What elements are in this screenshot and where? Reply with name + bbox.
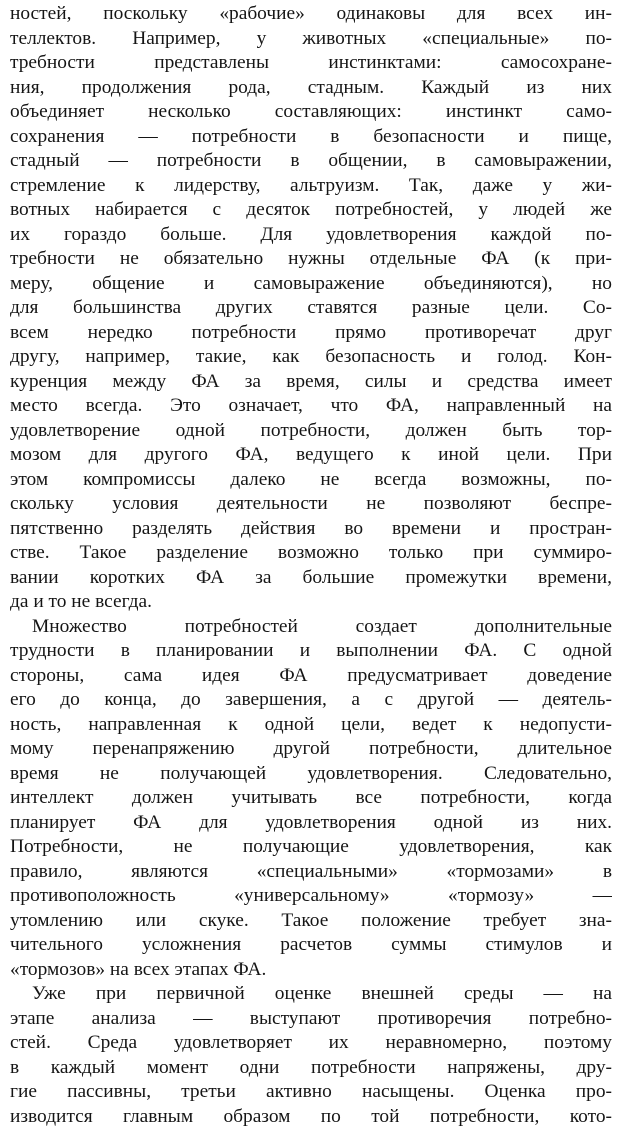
text-line: трудности в планировании и выполнении ФА. С одной	[10, 639, 612, 664]
text-line: мому перенапряжению другой потребности, длительное	[10, 737, 612, 762]
text-line: изводится главным образом по той потребности, кото-	[10, 1105, 612, 1129]
paragraph-2	[10, 615, 612, 983]
paragraph-3	[10, 982, 612, 1129]
text-line: теллектов. Например, у животных «специальные» по-	[10, 27, 612, 52]
text-line: время не получающей удовлетворения. Следовательно,	[10, 762, 612, 787]
text-line: «тормозов» на всех этапах ФА.	[10, 958, 612, 983]
text-line: Уже при первичной оценке внешней среды — на	[10, 982, 612, 1007]
text-line: вании коротких ФА за большие промежутки времени,	[10, 566, 612, 591]
text-line: куренция между ФА за время, силы и средства имеет	[10, 370, 612, 395]
text-line: ностей, поскольку «рабочие» одинаковы для всех ин-	[10, 2, 612, 27]
text-line: меру, общение и самовыражение объединяются), но	[10, 272, 612, 297]
text-line: для большинства других ставятся разные цели. Со-	[10, 296, 612, 321]
text-line: этом компромиссы далеко не всегда возможны, по-	[10, 468, 612, 493]
text-line: вотных набирается с десяток потребностей, у людей же	[10, 198, 612, 223]
text-line: всем нередко потребности прямо противоречат друг	[10, 321, 612, 346]
text-line: объединяет несколько составляющих: инстинкт само-	[10, 100, 612, 125]
text-line: стороны, сама идея ФА предусматривает доведение	[10, 664, 612, 689]
text-line: да и то не всегда.	[10, 590, 612, 615]
paragraph-1	[10, 2, 612, 615]
text-line: планирует ФА для удовлетворения одной из них.	[10, 811, 612, 836]
text-line: ния, продолжения рода, стадным. Каждый из них	[10, 76, 612, 101]
text-line: этапе анализа — выступают противоречия потребно-	[10, 1007, 612, 1032]
text-line: стадный — потребности в общении, в самовыражении,	[10, 149, 612, 174]
text-line: их гораздо больше. Для удовлетворения каждой по-	[10, 223, 612, 248]
text-line: скольку условия деятельности не позволяют беспре-	[10, 492, 612, 517]
text-line: требности не обязательно нужны отдельные ФА (к при-	[10, 247, 612, 272]
text-line: место всегда. Это означает, что ФА, направленный на	[10, 394, 612, 419]
text-line: мозом для другого ФА, ведущего к иной цели. При	[10, 443, 612, 468]
text-line: стве. Такое разделение возможно только при суммиро-	[10, 541, 612, 566]
text-line: в каждый момент одни потребности напряжены, дру-	[10, 1056, 612, 1081]
text-line: удовлетворение одной потребности, должен быть тор-	[10, 419, 612, 444]
text-line: ность, направленная к одной цели, ведет к недопусти-	[10, 713, 612, 738]
text-line: гие пассивны, третьи активно насыщены. Оценка про-	[10, 1080, 612, 1105]
text-line: Множество потребностей создает дополнительные	[10, 615, 612, 640]
text-line: правило, являются «специальными» «тормозами» в	[10, 860, 612, 885]
text-line: его до конца, до завершения, а с другой — деятель-	[10, 688, 612, 713]
text-line: стей. Среда удовлетворяет их неравномерно, поэтому	[10, 1031, 612, 1056]
text-line: Потребности, не получающие удовлетворения, как	[10, 835, 612, 860]
text-line: пятственно разделять действия во времени и простран-	[10, 517, 612, 542]
text-line: утомлению или скуке. Такое положение требует зна-	[10, 909, 612, 934]
text-line: требности представлены инстинктами: самосохране-	[10, 51, 612, 76]
text-line: противоположность «универсальному» «тормозу» —	[10, 884, 612, 909]
text-line: интеллект должен учитывать все потребности, когда	[10, 786, 612, 811]
text-line: чительного усложнения расчетов суммы стимулов и	[10, 933, 612, 958]
text-line: стремление к лидерству, альтруизм. Так, даже у жи-	[10, 174, 612, 199]
text-line: сохранения — потребности в безопасности и пище,	[10, 125, 612, 150]
text-line: другу, например, такие, как безопасность и голод. Кон-	[10, 345, 612, 370]
